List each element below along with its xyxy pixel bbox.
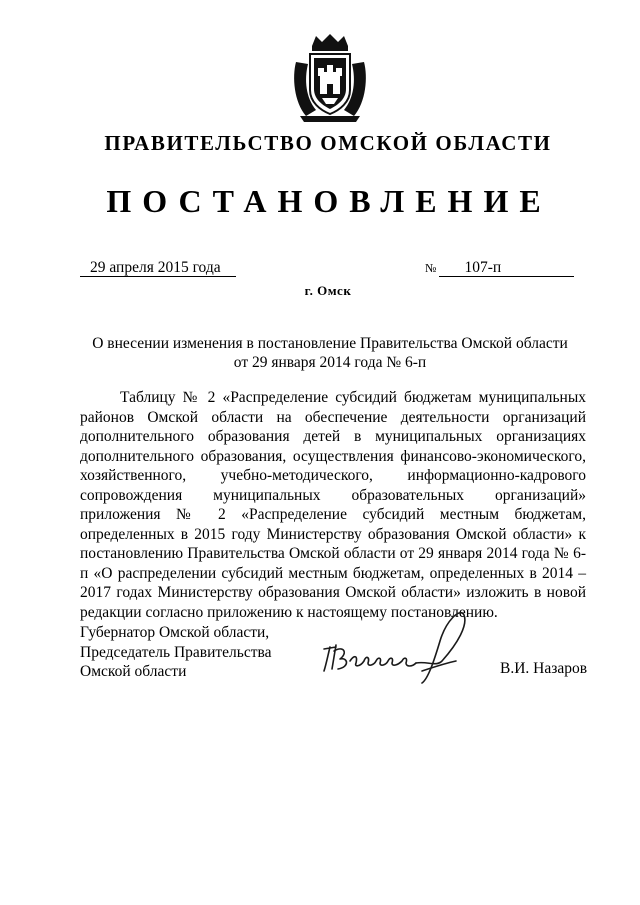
coat-of-arms-emblem: [290, 32, 370, 124]
document-date: 29 апреля 2015 года: [80, 259, 236, 277]
document-subject: [80, 334, 580, 372]
signatory-title-line-3: Омской области: [80, 663, 187, 680]
organization-title: ПРАВИТЕЛЬСТВО ОМСКОЙ ОБЛАСТИ: [104, 131, 552, 155]
handwritten-signature: [318, 605, 478, 685]
document-type-title: ПОСТАНОВЛЕНИЕ: [106, 183, 552, 219]
number-sign: №: [425, 261, 437, 275]
subject-line-1: О внесении изменения в постановление Правительства Омской области: [92, 335, 568, 352]
document-number-block: [425, 259, 574, 277]
signatory-title: [80, 623, 272, 682]
subject-line-2: от 29 января 2014 года № 6-п: [233, 354, 427, 371]
signatory-title-line-2: Председатель Правительства: [80, 643, 272, 661]
signatory-name: В.И. Назаров: [500, 660, 588, 677]
body-paragraph: Таблицу № 2 «Распределение субсидий бюджетам муниципальных районов Омской области на обеспечение деятельности организаций дополнительного образования детей в муниципальных организациях дополнительного образования, осуществления финансово-экономического, хозяйственного, учебно-методического, информационно-кадрового сопровождения муниципальных образовательных организаций» приложения № 2 «Распределение субсидий местным бюджетам, определенных в 2015 году Министерству образования Омской области» к постановлению Правительства Омской области от 29 января 2014 года № 6-п «О распределении субсидий местным бюджетам, определенных в 2014 – 2017 годах Министерству образования Омской области» изложить в новой редакции согласно приложению к настоящему постановлению.: [80, 389, 586, 621]
signatory-title-line-1: Губернатор Омской области,: [80, 624, 270, 641]
document-number: 107-п: [439, 259, 574, 277]
document-city: г. Омск: [304, 283, 352, 298]
